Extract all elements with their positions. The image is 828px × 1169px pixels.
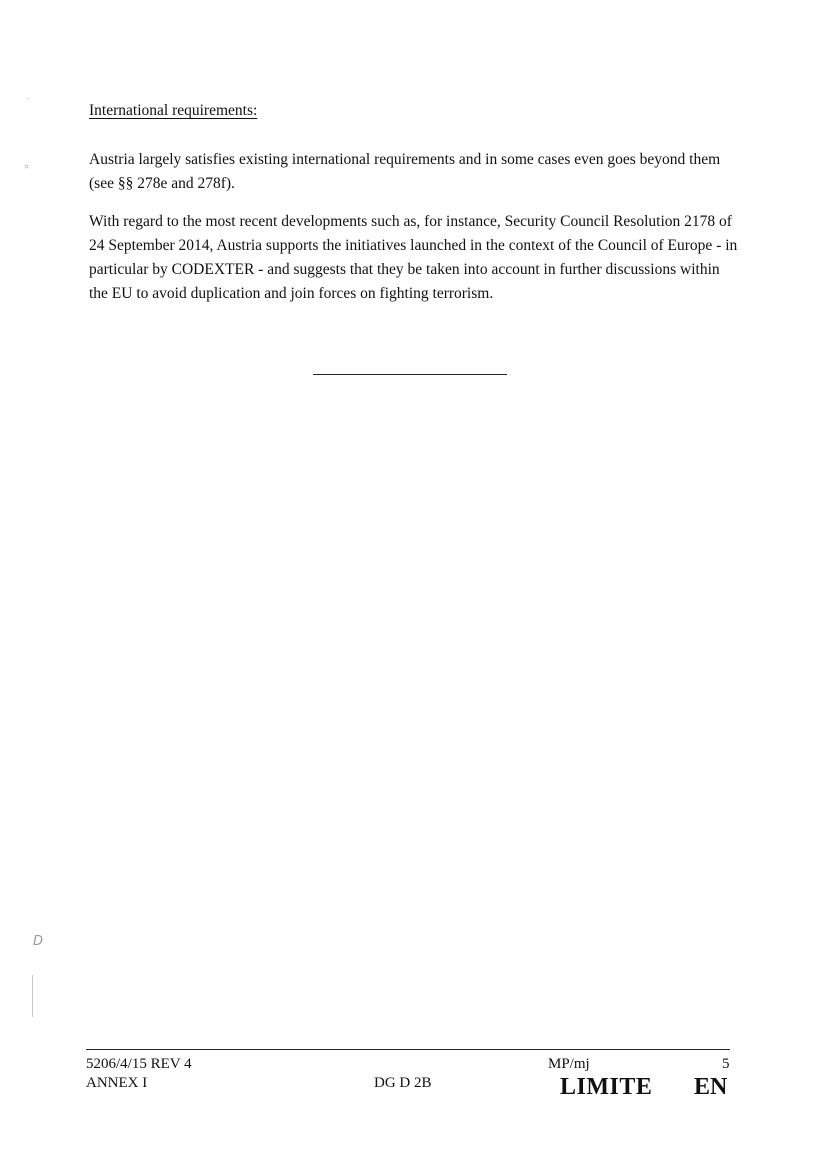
scan-artifact-mark: ¤: [24, 162, 30, 171]
scan-artifact-letter: D: [33, 934, 44, 949]
section-heading: International requirements:: [89, 102, 258, 119]
footer-rule: [86, 1049, 730, 1050]
footer-classification: LIMITE: [560, 1074, 653, 1100]
paragraph-2: With regard to the most recent developments such as, for instance, Security Council Resolution 2178 of 24 September 2014, Austria supports the initiatives launched in the context of the Council of Europe - in particular by CODEXTER - and suggests that they be taken into account in further discussions within the EU to avoid duplication and join forces on fighting terrorism.: [89, 213, 738, 302]
end-of-text-rule: [313, 374, 507, 375]
footer-annex: ANNEX I: [86, 1075, 148, 1091]
paragraph-1: Austria largely satisfies existing international requirements and in some cases even goes beyond them (see §§ 278e and 278f).: [89, 151, 721, 192]
footer-language: EN: [694, 1074, 728, 1100]
scan-artifact-line: [32, 975, 34, 1017]
footer-initials: MP/mj: [548, 1056, 590, 1072]
footer-page-number: 5: [722, 1056, 730, 1072]
scan-artifact-dash: -: [26, 94, 30, 104]
footer-doc-ref: 5206/4/15 REV 4: [86, 1056, 192, 1072]
footer-department: DG D 2B: [374, 1075, 432, 1091]
